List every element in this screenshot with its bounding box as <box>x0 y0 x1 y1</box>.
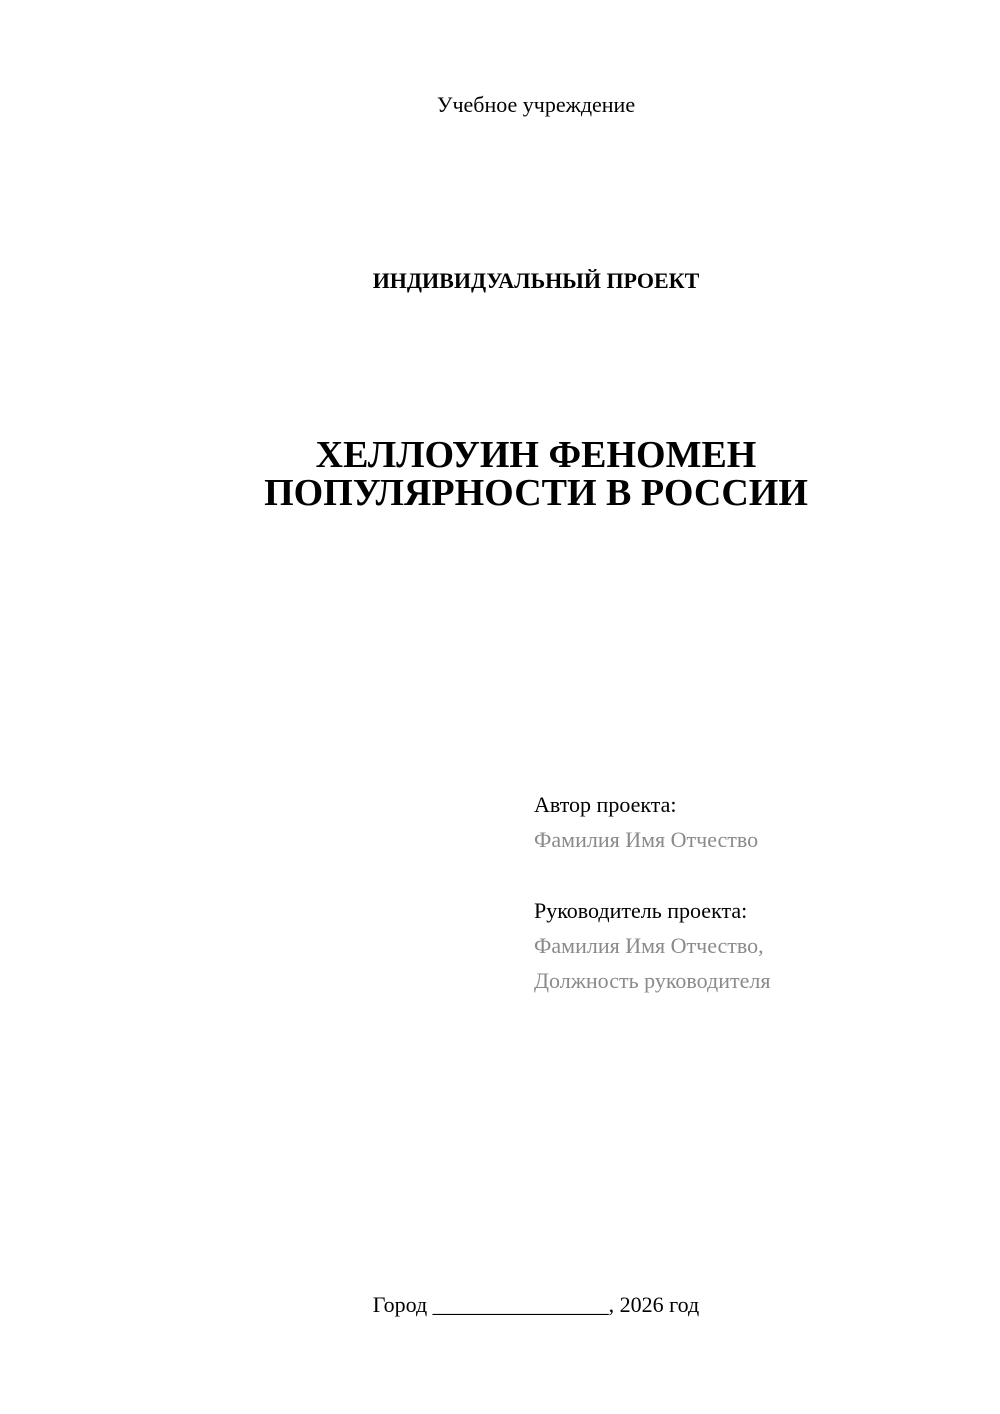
project-title-line-2: ПОПУЛЯРНОСТИ В РОССИИ <box>264 472 808 514</box>
project-title-line-1: ХЕЛЛОУИН ФЕНОМЕН <box>315 434 757 476</box>
supervisor-position: Должность руководителя <box>534 968 771 993</box>
author-label: Автор проекта: <box>534 792 677 817</box>
document-type: ИНДИВИДУАЛЬНЫЙ ПРОЕКТ <box>372 268 700 293</box>
info-spacer <box>534 857 974 893</box>
supervisor-label: Руководитель проекта: <box>534 898 748 923</box>
supervisor-name: Фамилия Имя Отчество, <box>534 933 764 958</box>
institution-name: Учебное учреждение <box>436 92 636 117</box>
project-info-block <box>534 787 974 998</box>
city-year-footer: Город ________________, 2026 год <box>372 1292 700 1317</box>
author-name: Фамилия Имя Отчество <box>534 827 759 852</box>
project-title <box>0 436 1000 512</box>
